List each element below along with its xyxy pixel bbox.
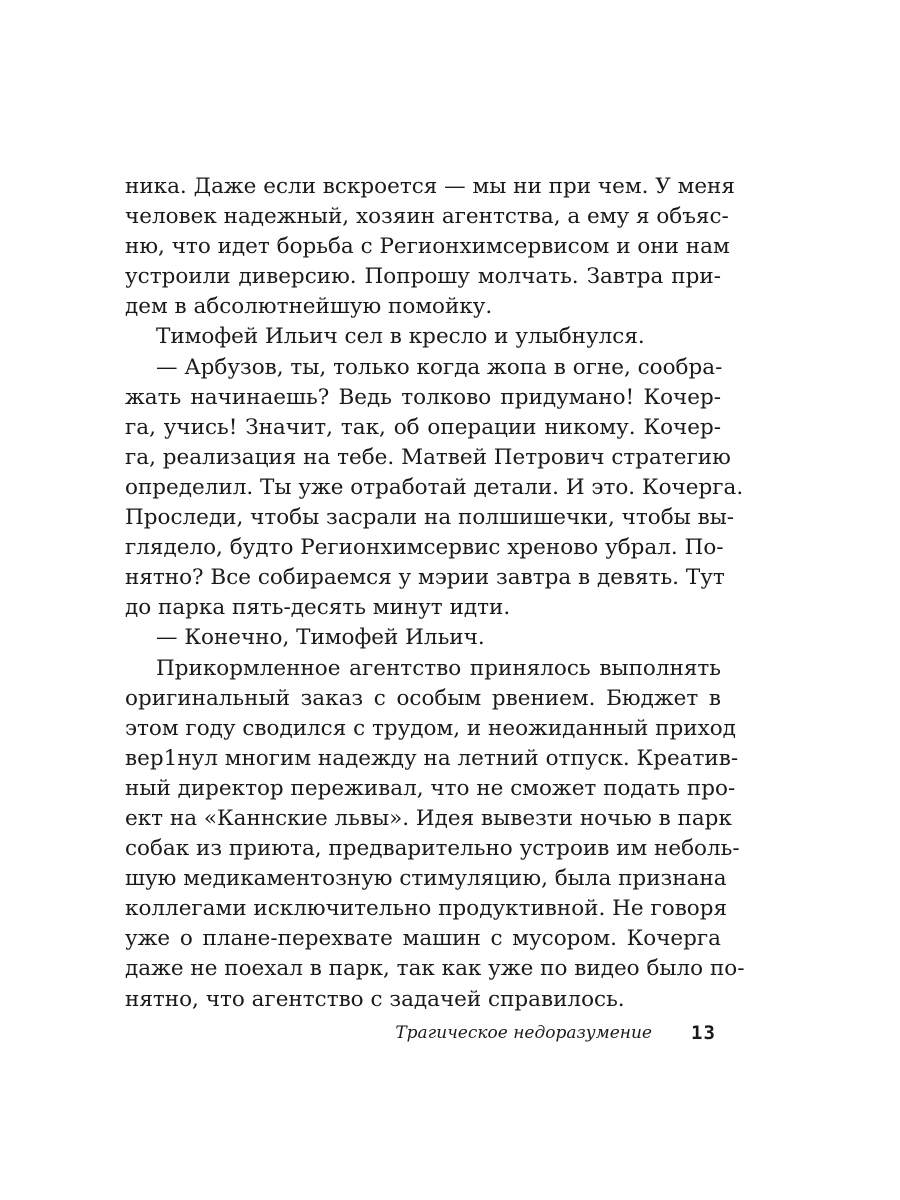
page-number: 13	[691, 1022, 716, 1044]
text-line: га, учись! Значит, так, об операции никому. Кочер-	[125, 414, 721, 440]
text-line: ника. Даже если вскроется — мы ни при чем. У меня	[125, 174, 735, 199]
text-line: ню, что идет борьба с Регионхимсервисом и они нам	[125, 234, 730, 260]
text-line: глядело, будто Регионхимсервис хреново убрал. По-	[125, 535, 724, 561]
text-line: устроили диверсию. Попрошу молчать. Завтра при-	[125, 264, 721, 290]
text-line: нятно? Все собираемся у мэрии завтра в девять. Тут	[125, 565, 725, 591]
text-line: этом году сводился с трудом, и неожиданный приход	[125, 715, 736, 741]
text-line: ект на «Каннские львы». Идея вывезти ночью в парк	[125, 805, 732, 831]
text-line: ный директор переживал, что не сможет подать про-	[125, 775, 736, 801]
text-line: дем в абсолютнейшую помойку.	[125, 294, 493, 320]
text-line: определил. Ты уже отработай детали. И это. Кочерга.	[125, 474, 744, 500]
text-line: жать начинаешь? Ведь толково придумано! Кочер-	[125, 384, 721, 410]
text-line: — Конечно, Тимофей Ильич.	[156, 625, 485, 651]
text-line: уже о плане-перехвате машин с мусором. Кочерга	[125, 926, 721, 952]
text-line: шую медикаментозную стимуляцию, была признана	[125, 866, 727, 892]
text-line: Прикормленное агентство принялось выполнять	[156, 655, 721, 681]
running-title: Трагическое недоразумение	[395, 1023, 652, 1043]
text-line: нятно, что агентство с задачей справилось.	[125, 986, 625, 1012]
text-line: до парка пять-десять минут идти.	[125, 595, 511, 621]
page-footer	[0, 1018, 900, 1048]
text-line: га, реализация на тебе. Матвей Петрович стратегию	[125, 444, 731, 470]
text-line: коллегами исключительно продуктивной. Не говоря	[125, 896, 728, 922]
text-line: собак из приюта, предварительно устроив им неболь-	[125, 836, 740, 862]
text-line: оригинальный заказ с особым рвением. Бюджет в	[125, 685, 721, 711]
text-line: вер1нул многим надежду на летний отпуск. Креатив-	[125, 745, 739, 771]
text-line: Тимофей Ильич сел в кресло и улыбнулся.	[156, 324, 645, 350]
text-line: даже не поехал в парк, так как уже по видео было по-	[125, 956, 745, 982]
body-text	[125, 172, 745, 1015]
text-line: — Арбузов, ты, только когда жопа в огне, сообра-	[156, 354, 723, 380]
text-line: человек надежный, хозяин агентства, а ему я объяс-	[125, 204, 729, 230]
text-line: Проследи, чтобы засрали на полшишечки, чтобы вы-	[125, 505, 735, 531]
